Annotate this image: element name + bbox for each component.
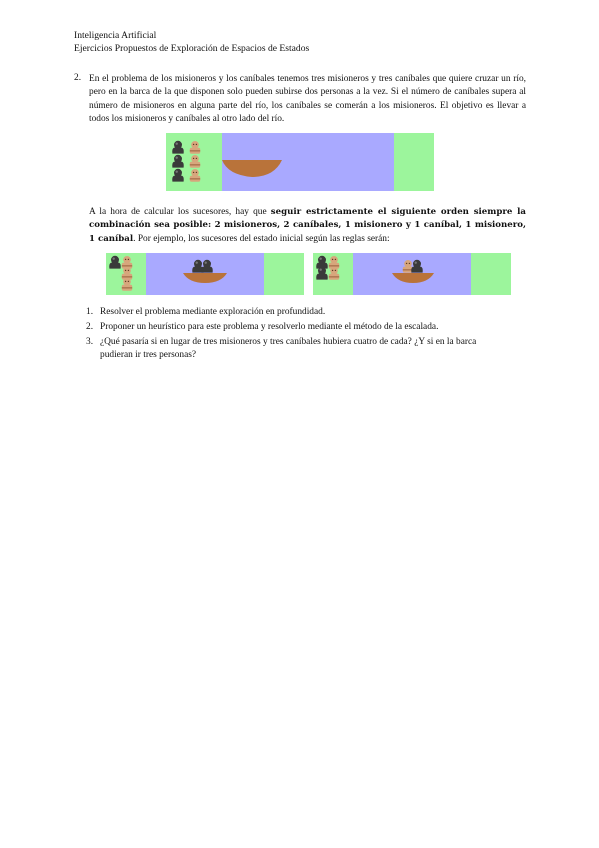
- initial-state-illustration: [166, 133, 434, 191]
- task-item-2: [86, 321, 510, 334]
- exercise-intro: En el problema de los misioneros y los caníbales tenemos tres misioneros y tres caníbales que quiere cruzar un río, pero en la barca de la que disponen solo pueden subirse dos personas a la vez. Si el número de caníbales supera al número de misioneros en alguna parte del río, los caníbales se comerán a los misioneros. El objetivo es llevar a todos los misioneros y caníbales al otro lado del río.: [89, 74, 526, 125]
- task-item-1: [86, 306, 510, 319]
- right-bank: [394, 133, 434, 191]
- task-text: Proponer un heurístico para este problema y resolverlo mediante el método de la escalada.: [100, 322, 439, 332]
- rule-example-text: . Por ejemplo, los sucesores del estado inicial según las reglas serán:: [133, 233, 390, 244]
- right-bank: [264, 253, 304, 295]
- task-text: ¿Qué pasaría si en lugar de tres misioneros y tres caníbales hubiera cuatro de cada? ¿Y si en la barca pudieran ir tres personas?: [100, 337, 477, 361]
- right-bank: [471, 253, 511, 295]
- task-number: 2.: [86, 322, 94, 332]
- header-subtitle: Ejercicios Propuestos de Exploración de Espacios de Estados: [74, 43, 310, 54]
- successor-rule-paragraph: [89, 206, 526, 246]
- exercise-number: 2.: [74, 73, 82, 83]
- header-course-title: Inteligencia Artificial: [74, 30, 157, 41]
- task-number: 1.: [86, 307, 94, 317]
- task-item-3: [86, 336, 510, 363]
- successor-2-illustration: [313, 253, 511, 295]
- successor-1-illustration: [106, 253, 304, 295]
- task-text: Resolver el problema mediante exploración en profundidad.: [100, 307, 326, 317]
- task-number: 3.: [86, 337, 94, 347]
- rule-order-text: seguir estrictamente el siguiente orden siempre la combinación sea posible: 2 misioneros, 2 caníbales, 1 misionero y 1 caníbal, 1 misionero, 1 caníbal: [89, 207, 526, 244]
- rule-intro-text: A la hora de calcular los sucesores, hay que: [89, 207, 271, 217]
